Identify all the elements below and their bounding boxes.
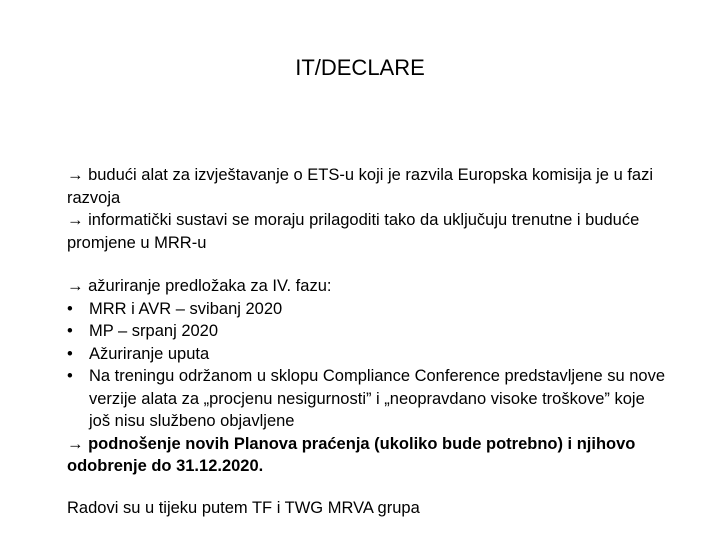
templates-bullet-list [67,298,667,433]
list-item-text: Na treningu održanom u sklopu Compliance Conference predstavljene su nove verzije alata za „procjenu nesigurnosti” i „neopravdano visoke troškove” koje još nisu službeno objavljene [89,367,666,430]
list-item [67,343,667,366]
monitoring-plans-paragraph [67,433,667,478]
bullet-dot-icon: • [67,344,73,363]
list-item [67,298,667,321]
spacer [67,254,667,275]
list-item [67,320,667,343]
slide-body [67,164,667,519]
page-title: IT/DECLARE [295,55,425,80]
monitoring-plans-statement: podnošenje novih Planova praćenja (ukoliko bude potrebno) i njihovo odobrenje do 31.12.2020. [67,434,636,475]
it-systems-paragraph: → informatički sustavi se moraju prilagoditi tako da uključuju trenutne i buduće promjene u MRR-u [67,211,640,252]
reporting-tool-paragraph: → budući alat za izvještavanje o ETS-u koji je razvila Europska komisija je u fazi razvoja [67,166,654,207]
bullet-dot-icon: • [67,322,73,340]
list-item-text: MP – srpanj 2020 [89,322,219,340]
bullet-dot-icon: • [67,299,73,318]
list-item-text: MRR i AVR – svibanj 2020 [89,299,283,318]
list-item [67,365,667,433]
list-item-text: Ažuriranje uputa [89,344,210,363]
bullet-dot-icon: • [67,367,73,385]
work-in-progress-note: Radovi su u tijeku putem TF i TWG MRVA grupa [67,498,420,517]
arrow-icon: → [67,434,89,453]
spacer [67,478,667,497]
templates-update-intro: → ažuriranje predložaka za IV. fazu: [67,277,332,295]
